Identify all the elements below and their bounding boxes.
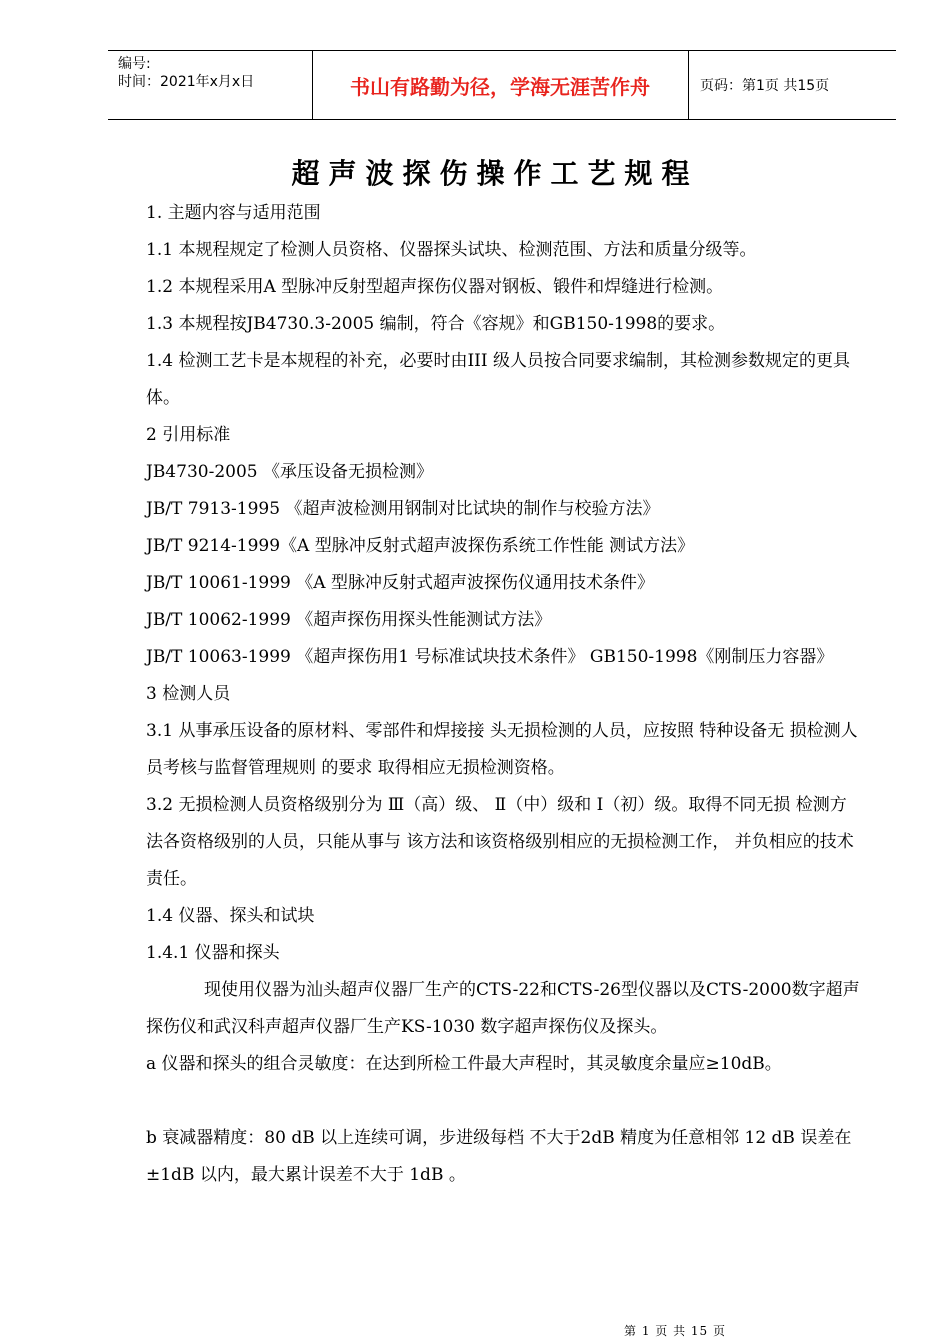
standard-ref-5: JB/T 10062-1999 《超声探伤用探头性能测试方法》 (146, 610, 552, 630)
standard-ref-1: JB4730-2005 《承压设备无损检测》 (146, 462, 433, 482)
standard-ref-2: JB/T 7913-1995 《超声波检测用钢制对比试块的制作与校验方法》 (146, 499, 660, 519)
document-title: 超声波探伤操作工艺规程 (291, 157, 699, 190)
paragraph-1-3: 1.3 本规程按JB4730.3-2005 编制，符合《容规》和GB150-1998的要求。 (146, 314, 726, 334)
header-page-number: 页码：第1页 共15页 (700, 78, 830, 94)
page-header (108, 50, 896, 120)
header-motto: 书山有路勤为径，学海无涯苦作舟 (312, 51, 689, 119)
time-label: 时间：2021年x月x日 (118, 74, 255, 90)
paragraph-attenuator: b 衰减器精度：80 dB 以上连续可调，步进级每档 不大于2dB 精度为任意相邻 12 dB 误差在±1dB 以内，最大累计误差不大于 1dB 。 (146, 1128, 852, 1185)
section-3-heading: 3 检测人员 (146, 684, 231, 704)
paragraph-1-2: 1.2 本规程采用A 型脉冲反射型超声探伤仪器对钢板、锻件和焊缝进行检测。 (146, 277, 724, 297)
standard-ref-6: JB/T 10063-1999 《超声探伤用1 号标准试块技术条件》 GB150-1998《刚制压力容器》 (146, 647, 834, 667)
document-body (146, 195, 862, 1194)
page-footer: 第 1 页 共 15 页 (624, 1324, 726, 1338)
paragraph-sensitivity: a 仪器和探头的组合灵敏度：在达到所检工件最大声程时，其灵敏度余量应≥10dB。 (146, 1054, 782, 1074)
paragraph-3-2: 3.2 无损检测人员资格级别分为 Ⅲ（高）级、 Ⅱ（中）级和 Ⅰ（初）级。取得不同无损 检测方法各资格级别的人员，只能从事与 该方法和该资格级别相应的无损检测工作， 并负相应的技术责任。 (146, 795, 854, 889)
paragraph-3-1: 3.1 从事承压设备的原材料、零部件和焊接接 头无损检测的人员，应按照 特种设备无 损检测人员考核与监督管理规则 的要求 取得相应无损检测资格。 (146, 721, 858, 778)
section-2-heading: 2 引用标准 (146, 425, 231, 445)
standard-ref-3: JB/T 9214-1999《A 型脉冲反射式超声波探伤系统工作性能 测试方法》 (146, 536, 695, 556)
standard-ref-4: JB/T 10061-1999 《A 型脉冲反射式超声波探伤仪通用技术条件》 (146, 573, 654, 593)
section-1-4-heading: 1.4 仪器、探头和试块 (146, 906, 315, 926)
paragraph-1-4: 1.4 检测工艺卡是本规程的补充，必要时由III 级人员按合同要求编制，其检测参数规定的更具体。 (146, 351, 850, 408)
header-meta (108, 51, 313, 119)
paragraph-instruments: 现使用仪器为汕头超声仪器厂生产的CTS-22和CTS-26型仪器以及CTS-2000数字超声探伤仪和武汉科声超声仪器厂生产KS-1030 数字超声探伤仪及探头。 (146, 980, 860, 1037)
section-1-4-1-heading: 1.4.1 仪器和探头 (146, 943, 280, 963)
section-1-heading: 1. 主题内容与适用范围 (146, 203, 321, 223)
code-label: 编号: (118, 56, 151, 72)
paragraph-1-1: 1.1 本规程规定了检测人员资格、仪器探头试块、检测范围、方法和质量分级等。 (146, 240, 757, 260)
